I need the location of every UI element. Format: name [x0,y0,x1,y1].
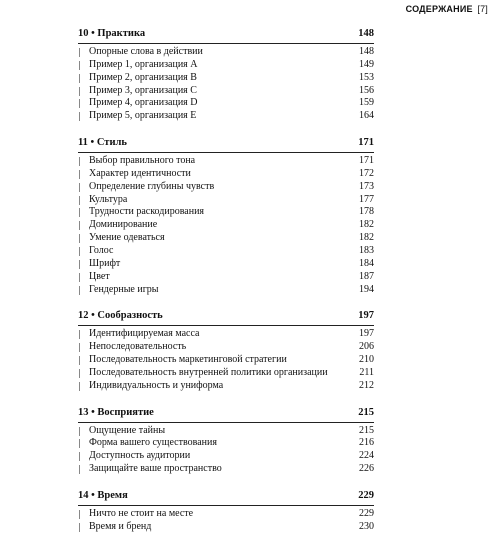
entry-title: Опорные слова в действии [89,46,203,57]
chapter-page-number: 215 [358,406,374,418]
entry-page-number: 171 [359,155,374,167]
toc-entry[interactable] [78,521,374,534]
toc-entry[interactable] [78,425,374,438]
chapter-page-number: 197 [358,310,374,322]
entry-page-number: 172 [359,167,374,179]
entry-page-number: 182 [359,219,374,231]
toc-entry[interactable] [78,59,374,72]
toc-entry[interactable] [78,284,374,297]
entry-page-number: 206 [359,341,374,353]
entry-page-number: 149 [359,58,374,70]
entry-title: Пример 4, организация D [89,97,198,109]
toc-entry[interactable] [78,155,374,168]
toc-entry[interactable] [78,328,374,341]
chapter-title: 14 • Время [78,489,128,501]
chapter-heading[interactable] [78,489,374,506]
entry-page-number: 216 [359,437,374,449]
entry-title: Выбор правильного тона [89,155,196,167]
entry-title: Голос [89,244,114,256]
entry-title: Время и бренд [89,520,152,532]
toc-entry[interactable] [78,46,374,59]
toc-entry[interactable] [78,341,374,354]
entry-page-number: 229 [359,507,374,519]
running-head-title: СОДЕРЖАНИЕ [405,4,473,14]
chapter-page-number: 171 [358,137,374,149]
toc-entry[interactable] [78,463,374,476]
toc-entry[interactable] [78,181,374,194]
running-head-page: [7] [477,4,488,14]
chapter [78,309,374,392]
entry-title: Пример 5, организация E [89,110,197,122]
toc-entry[interactable] [78,206,374,219]
entry-title: Форма вашего существования [89,437,217,449]
entry-title: Доминирование [89,219,158,231]
toc-entry[interactable] [78,437,374,450]
chapter-heading[interactable] [78,27,374,44]
toc-entry[interactable] [78,194,374,207]
toc-entry[interactable] [78,380,374,393]
entry-title: Пример 2, организация B [89,71,197,83]
chapter-page-number: 148 [358,28,374,39]
chapter [78,489,374,534]
toc-entry[interactable] [78,271,374,284]
entry-page-number: 148 [359,46,374,57]
toc-entry[interactable] [78,232,374,245]
entry-page-number: 210 [359,354,374,366]
entry-page-number: 182 [359,232,374,244]
chapter-heading[interactable] [78,406,374,423]
toc-entry[interactable] [78,367,374,380]
table-of-contents [78,27,374,547]
entry-title: Трудности раскодирования [89,206,205,218]
entry-page-number: 224 [359,450,374,462]
entry-page-number: 197 [359,328,374,340]
entry-title: Ничто не стоит на месте [89,507,194,519]
entry-page-number: 194 [359,283,374,295]
chapter [78,406,374,476]
toc-entry[interactable] [78,97,374,110]
entry-page-number: 164 [359,110,374,122]
entry-page-number: 159 [359,97,374,109]
entry-page-number: 177 [359,193,374,205]
toc-entry[interactable] [78,110,374,123]
entry-title: Ощущение тайны [89,424,166,436]
chapter-title: 13 • Восприятие [78,406,154,418]
entry-page-number: 153 [359,71,374,83]
toc-entry[interactable] [78,72,374,85]
chapter-page-number: 229 [358,489,374,501]
toc-entry[interactable] [78,508,374,521]
entry-title: Шрифт [89,257,121,269]
toc-entry[interactable] [78,168,374,181]
entry-title: Определение глубины чувств [89,180,215,192]
entry-title: Цвет [89,270,110,282]
chapter-title: 10 • Практика [78,28,146,39]
entry-page-number: 183 [359,244,374,256]
entry-title: Идентифицируемая масса [89,328,200,340]
entry-title: Непоследовательность [89,341,187,353]
entry-page-number: 212 [359,379,374,391]
entry-page-number: 187 [359,270,374,282]
toc-entry[interactable] [78,354,374,367]
entry-title: Культура [89,193,128,205]
entry-title: Умение одеваться [89,232,165,244]
chapter-title: 11 • Стиль [78,137,127,149]
entry-title: Пример 3, организация C [89,84,197,96]
entry-title: Последовательность внутренней политики организации [89,366,328,378]
chapter-heading[interactable] [78,136,374,153]
toc-entry[interactable] [78,245,374,258]
running-head [406,4,488,14]
toc-entry[interactable] [78,258,374,271]
entry-page-number: 215 [359,424,374,436]
entry-title: Индивидуальность и униформа [89,379,224,391]
toc-entry[interactable] [78,219,374,232]
entry-title: Последовательность маркетинговой стратегии [89,354,287,366]
entry-page-number: 178 [359,206,374,218]
chapter-title: 12 • Сообразность [78,310,163,322]
entry-page-number: 184 [359,257,374,269]
entry-title: Доступность аудитории [89,450,191,462]
chapter [78,27,374,123]
entry-title: Характер идентичности [89,167,191,179]
entry-page-number: 173 [359,180,374,192]
entry-title: Пример 1, организация A [89,58,198,70]
entry-title: Защищайте ваше пространство [89,463,222,475]
entry-page-number: 211 [359,366,374,378]
toc-entry[interactable] [78,450,374,463]
entry-page-number: 230 [359,520,374,532]
chapter-heading[interactable] [78,309,374,326]
entry-title: Гендерные игры [89,283,159,295]
toc-entry[interactable] [78,85,374,98]
entry-page-number: 156 [359,84,374,96]
entry-page-number: 226 [359,463,374,475]
chapter [78,136,374,296]
